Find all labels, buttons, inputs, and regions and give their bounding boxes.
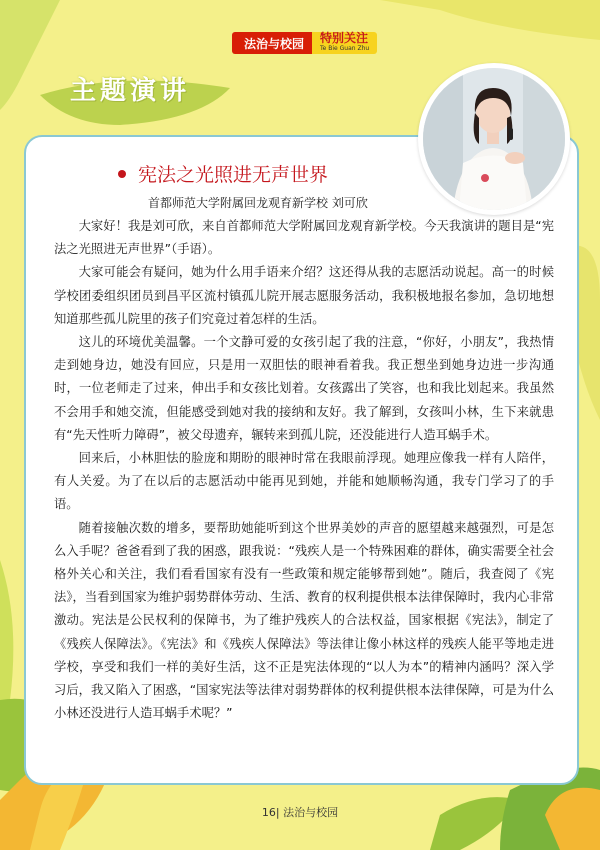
article-byline: 首都师范大学附属回龙观育新学校 刘可欣 [148, 196, 368, 210]
page-footer [0, 804, 600, 820]
section-title: 主题演讲 [70, 76, 191, 106]
badge-pinyin: Te Bie Guan Zhu [320, 45, 370, 52]
footer-magazine-name: 法治与校园 [283, 806, 339, 819]
article-paragraph: 大家可能会有疑问，她为什么用手语来介绍？这还得从我的志愿活动说起。高一的时候学校团委组织团员到昌平区流村镇孤儿院开展志愿服务活动，我积极地报名参加，急切地想知道那些孤儿院里的孩子们究竟过着怎样的生活。 [54, 265, 554, 326]
badge-column-label: 特别关注 [320, 31, 369, 45]
speaker-photo [418, 63, 570, 215]
article-body [54, 215, 554, 725]
footer-separator: | [275, 806, 280, 819]
article-paragraph: 随着接触次数的增多，要帮助她能听到这个世界美妙的声音的愿望越来越强烈，可是怎么入手呢？爸爸看到了我的困惑，跟我说：“残疾人是一个特殊困难的群体，确实需要全社会格外关心和关注，我们看看国家有没有一些政策和规定能够帮到她”。随后，我查阅了《宪法》，当看到国家为维护弱势群体劳动、生活、教育的权利提供根本法律保障时，我内心非常激动。宪法是公民权利的保障书，为了维护残疾人的合法权益，国家根据《宪法》，制定了《残疾人保障法》。《宪法》和《残疾人保障法》等法律让像小林这样的残疾人能平等地走进学校，享受和我们一样的美好生活，这不正是宪法体现的“以人为本”的精神内涵吗？深入学习后，我又陷入了困惑，“国家宪法等法律对弱势群体的权利提供根本法律保障，可是为什么小林还没进行人造耳蜗手术呢？” [54, 520, 554, 721]
article-title-text: 宪法之光照进无声世界 [138, 164, 329, 186]
article-paragraph: 回来后，小林胆怯的脸庞和期盼的眼神时常在我眼前浮现。她理应像我一样有人陪伴，有人关爱。为了在以后的志愿活动中能再见到她，并能和她顺畅沟通，我专门学习了的手语。 [54, 451, 554, 512]
page-number: 16 [261, 806, 276, 819]
speaker-illustration [423, 68, 565, 210]
article-title [118, 160, 328, 187]
article-paragraph: 这儿的环境优美温馨。一个文静可爱的女孩引起了我的注意，“你好，小朋友”，我热情走到她身边，她没有回应，只是用一双胆怯的眼神看着我。我正想坐到她身边进一步沟通时，一位老师走了过来，伸出手和女孩比划着。女孩露出了笑容，也和我比划起来。我虽然不会用手和她交流，但能感受到她对我的接纳和友好。我了解到，女孩叫小林，生下来就患有“先天性听力障碍”，被父母遗弃，辗转来到孤儿院，还没能进行人造耳蜗手术。 [54, 335, 554, 442]
article-paragraph: 大家好！我是刘可欣，来自首都师范大学附属回龙观育新学校。今天我演讲的题目是“宪法之光照进无声世界”（手语）。 [54, 219, 554, 257]
badge-column-name [312, 32, 377, 54]
title-bullet-icon [118, 170, 126, 178]
badge-magazine-name: 法治与校园 [232, 32, 312, 54]
column-badge [232, 32, 377, 54]
